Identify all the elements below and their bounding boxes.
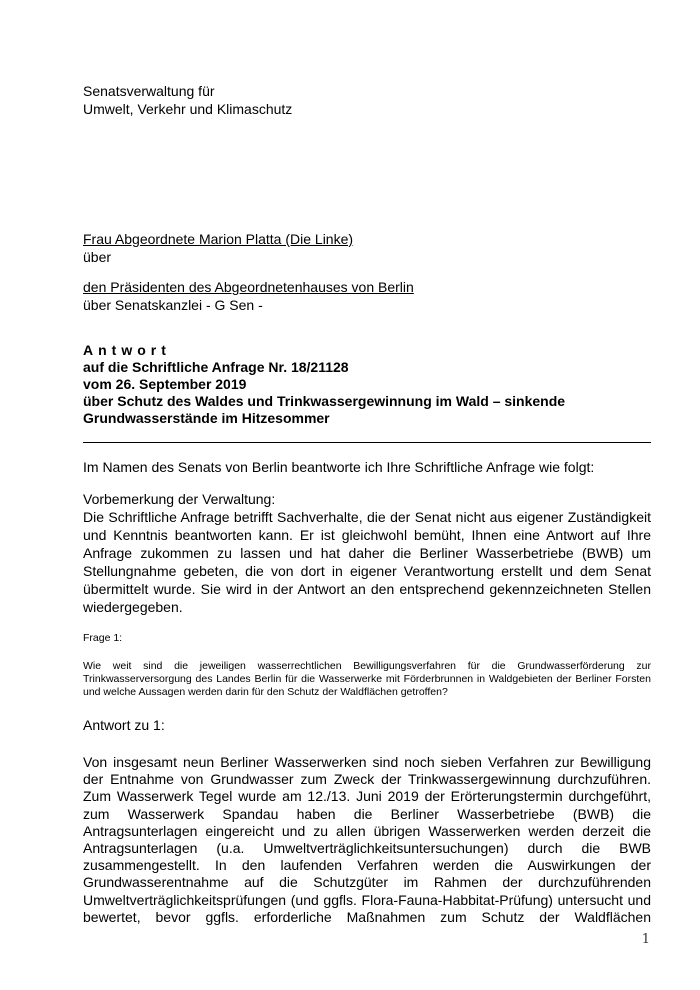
heading-line-4: Grundwasserstände im Hitzesommer xyxy=(83,410,330,426)
heading-line-3: über Schutz des Waldes und Trinkwassergewinnung im Wald – sinkende xyxy=(83,393,566,409)
page-number: 1 xyxy=(641,932,650,947)
recipient-president: den Präsidenten des Abgeordnetenhauses von Berlin xyxy=(83,279,414,295)
recipient-block xyxy=(83,230,651,266)
recipient-name: Frau Abgeordnete Marion Platta (Die Linke) xyxy=(83,231,354,247)
preliminary-title: Vorbemerkung der Verwaltung: xyxy=(83,491,276,507)
sender-line-1: Senatsverwaltung für xyxy=(83,83,215,99)
answer-heading xyxy=(83,342,651,427)
heading-line-1: auf die Schriftliche Anfrage Nr. 18/21128 xyxy=(83,359,349,375)
question-label: Frage 1: xyxy=(83,632,123,644)
sender-block xyxy=(83,82,651,118)
president-block xyxy=(83,278,651,314)
sender-line-2: Umwelt, Verkehr und Klimaschutz xyxy=(83,101,293,117)
preliminary-text: Die Schriftliche Anfrage betrifft Sachverhalte, die der Senat nicht aus eigener Zuständigkeit und Kenntnis beantworten kann. Er ist gleichwohl bemüht, Ihnen eine Antwort auf Ihre Anfrage zukommen zu lassen und hat daher die Berliner Wasserbetriebe (BWB) um Stellungnahme gebeten, die von dort in eigener Verantwortung erstellt und dem Senat übermittelt wurde. Sie wird in der Antwort an den entsprechend gekennzeichneten Stellen wiedergegeben. xyxy=(83,509,651,615)
answer-label: Antwort zu 1: xyxy=(83,717,165,733)
preliminary-remark xyxy=(83,490,651,616)
recipient-chancellery: über Senatskanzlei - G Sen - xyxy=(83,297,263,313)
recipient-via: über xyxy=(83,249,112,265)
heading-line-2: vom 26. September 2019 xyxy=(83,376,247,392)
heading-divider xyxy=(83,442,651,443)
question-text: Wie weit sind die jeweiligen wasserrechtlichen Bewilligungsverfahren für die Grundwasserförderung zur Trinkwasserversorgung des Landes Berlin für die Wasserwerke mit Förderbrunnen in Waldgebieten der Berliner Forsten und welche Aussagen werden darin für den Schutz der Waldflächen getroffen? xyxy=(83,660,651,698)
intro-text: Im Namen des Senats von Berlin beantworte ich Ihre Schriftliche Anfrage wie folgt: xyxy=(83,459,595,475)
answer-text: Von insgesamt neun Berliner Wasserwerken sind noch sieben Verfahren zur Bewilligung der Entnahme von Grundwasser zum Zweck der Trinkwassergewinnung durchzuführen. Zum Wasserwerk Tegel wurde am 12./13. Juni 2019 der Erörterungstermin durchgeführt, zum Wasserwerk Spandau haben die Berliner Wasserbetriebe (BWB) die Antragsunterlagen eingereicht und zu allen übrigen Wasserwerken werden derzeit die Antragsunterlagen (u.a. Umweltverträglichkeitsuntersuchungen) durch die BWB zusammengestellt. In den laufenden Verfahren werden die Auswirkungen der Grundwasserentnahme auf die Schutzgüter im Rahmen der durchzuführenden Umweltverträglichkeitsprüfungen (und ggfls. Flora-Fauna-Habbitat-Prüfung) untersucht und bewertet, bevor ggfls. erforderliche Maßnahmen zum Schutz der Waldflächen xyxy=(83,754,651,925)
answer-title: Antwort xyxy=(83,342,171,358)
